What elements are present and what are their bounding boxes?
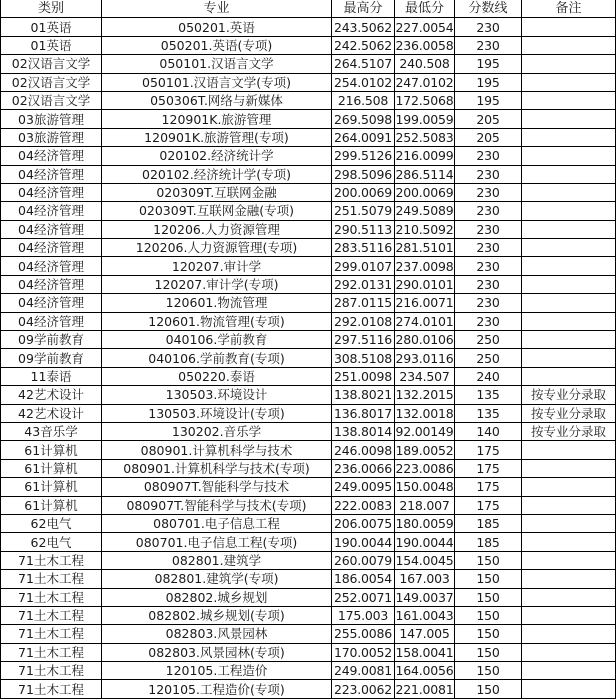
header-remarks: 备注: [522, 0, 616, 18]
cell-major: 020309T.互联网金融(专项): [102, 202, 332, 220]
cell-category: 02汉语言文学: [1, 91, 102, 109]
table-row: [1, 239, 616, 257]
cell-min-score: 223.0086: [395, 460, 454, 476]
table-row: [1, 73, 616, 91]
table-row: [1, 625, 616, 643]
cell-remarks: 按专业分录取: [522, 404, 616, 422]
cell-major: 130503.环境设计(专项): [102, 404, 332, 422]
cell-max-score: 246.0098: [332, 441, 395, 459]
cell-max-score: 138.8014: [332, 422, 395, 440]
cell-remarks: [522, 478, 616, 496]
cell-min-score: 147.005: [395, 625, 455, 643]
table-row: [1, 36, 616, 54]
cell-major: 080901.计算机科学与技术(专项): [102, 459, 332, 477]
cell-min-score: 274.0101: [395, 313, 454, 329]
cell-cutoff: 230: [455, 202, 522, 220]
cell-cutoff: 250: [455, 349, 522, 367]
cell-cutoff: 150: [455, 680, 522, 698]
cell-max-score: 264.5107: [332, 55, 395, 73]
cell-major: 050201.英语(专项): [102, 36, 332, 54]
cell-min-score: 252.5083: [395, 129, 454, 145]
cell-cutoff: 150: [455, 643, 522, 661]
table-body: [1, 18, 616, 698]
cell-remarks: [522, 165, 616, 183]
cell-cutoff: 230: [455, 165, 522, 183]
cell-min-score: 189.0052: [395, 442, 454, 458]
cell-category: 62电气: [1, 533, 102, 551]
cell-max-score: 254.0102: [332, 73, 395, 91]
cell-cutoff: 205: [455, 128, 522, 146]
cell-remarks: [522, 514, 616, 532]
cell-category: 03旅游管理: [1, 110, 102, 128]
table-row: [1, 386, 616, 404]
cell-max-score: 292.0131: [332, 275, 395, 293]
cell-major: 082802.城乡规划: [102, 588, 332, 606]
cell-category: 62电气: [1, 514, 102, 532]
cell-max-score: 252.0071: [332, 588, 395, 606]
cell-min-score: 149.0037: [395, 589, 454, 605]
cell-cutoff: 250: [455, 331, 522, 349]
cell-major: 120207.审计学(专项): [102, 275, 332, 293]
cell-min-score: 132.0018: [395, 405, 454, 421]
cell-remarks: [522, 275, 616, 293]
table-header: [1, 0, 616, 18]
cell-category: 04经济管理: [1, 202, 102, 220]
table-row: [1, 275, 616, 293]
table-row: [1, 91, 616, 109]
cell-category: 71土木工程: [1, 625, 102, 643]
cell-max-score: 175.003: [332, 606, 395, 624]
table-row: [1, 110, 616, 128]
cell-max-score: 242.5062: [332, 36, 395, 54]
cell-max-score: 249.0095: [332, 478, 395, 496]
cell-category: 04经济管理: [1, 183, 102, 201]
cell-remarks: [522, 55, 616, 73]
cell-min-score: 92.00149: [395, 424, 454, 440]
cell-cutoff: 195: [455, 55, 522, 73]
cell-major: 120901K.旅游管理: [102, 110, 332, 128]
table-row: [1, 257, 616, 275]
header-major: 专业: [102, 0, 332, 18]
cell-min-score: 199.0059: [395, 111, 454, 127]
table-row: [1, 514, 616, 532]
cell-cutoff: 230: [455, 36, 522, 54]
cell-remarks: [522, 73, 616, 91]
cell-major: 040106.学前教育(专项): [102, 349, 332, 367]
cell-max-score: 255.0086: [332, 625, 395, 643]
cell-max-score: 269.5098: [332, 110, 395, 128]
table-row: [1, 165, 616, 183]
cell-category: 04经济管理: [1, 312, 102, 330]
cell-category: 04经济管理: [1, 294, 102, 312]
cell-remarks: [522, 18, 616, 36]
cell-cutoff: 230: [455, 275, 522, 293]
cell-max-score: 287.0115: [332, 294, 395, 312]
cell-max-score: 251.0098: [332, 367, 395, 385]
cell-major: 082801.建筑学(专项): [102, 570, 332, 588]
cell-major: 080701.电子信息工程(专项): [102, 533, 332, 551]
cell-major: 120207.审计学: [102, 257, 332, 275]
cell-category: 04经济管理: [1, 239, 102, 257]
cell-max-score: 308.5108: [332, 349, 395, 367]
table-row: [1, 128, 616, 146]
cell-min-score: 227.0054: [395, 19, 454, 35]
cell-min-score: 293.0116: [395, 350, 454, 366]
cell-remarks: [522, 551, 616, 569]
cell-max-score: 243.5062: [332, 18, 395, 36]
cell-major: 120105.工程造价: [102, 662, 332, 680]
cell-cutoff: 230: [455, 257, 522, 275]
cell-category: 04经济管理: [1, 220, 102, 238]
cell-min-score: 221.0081: [395, 681, 454, 697]
cell-remarks: [522, 680, 616, 698]
cell-max-score: 251.5079: [332, 202, 395, 220]
table-row: [1, 533, 616, 551]
table-row: [1, 18, 616, 36]
table-row: [1, 422, 616, 440]
table-row: [1, 570, 616, 588]
table-row: [1, 680, 616, 698]
cell-max-score: 290.5113: [332, 220, 395, 238]
cell-min-score: 161.0043: [395, 608, 454, 624]
cell-major: 020102.经济统计学(专项): [102, 165, 332, 183]
cell-major: 050201.英语: [102, 18, 332, 36]
cell-max-score: 186.0054: [332, 570, 395, 588]
cell-max-score: 292.0108: [332, 312, 395, 330]
cell-major: 120206.人力资源管理(专项): [102, 239, 332, 257]
cell-remarks: [522, 110, 616, 128]
cell-max-score: 170.0052: [332, 643, 395, 661]
cell-category: 71土木工程: [1, 570, 102, 588]
cell-cutoff: 150: [455, 625, 522, 643]
cell-min-score: 200.0069: [395, 185, 454, 201]
cell-category: 71土木工程: [1, 643, 102, 661]
cell-major: 050220.泰语: [102, 367, 332, 385]
cell-major: 050101.汉语言文学: [102, 55, 332, 73]
table-row: [1, 147, 616, 165]
cell-remarks: [522, 588, 616, 606]
cell-max-score: 223.0062: [332, 680, 395, 698]
cell-major: 082803.风景园林(专项): [102, 643, 332, 661]
cell-cutoff: 150: [455, 606, 522, 624]
cell-min-score: 216.0071: [395, 295, 454, 311]
cell-min-score: 158.0041: [395, 644, 454, 660]
cell-max-score: 216.508: [332, 91, 395, 109]
cell-major: 120901K.旅游管理(专项): [102, 128, 332, 146]
cell-min-score: 154.0045: [395, 552, 454, 568]
cell-min-score: 286.5114: [395, 166, 454, 182]
header-min-score: 最低分: [395, 0, 455, 18]
cell-category: 71土木工程: [1, 551, 102, 569]
cell-min-score: 218.007: [395, 496, 455, 514]
table-row: [1, 588, 616, 606]
cell-remarks: [522, 459, 616, 477]
cell-cutoff: 185: [455, 514, 522, 532]
cell-category: 09学前教育: [1, 349, 102, 367]
cell-min-score: 132.2015: [395, 387, 454, 403]
cell-min-score: 280.0106: [395, 332, 454, 348]
cell-remarks: [522, 349, 616, 367]
cell-remarks: [522, 643, 616, 661]
cell-major: 082803.风景园林: [102, 625, 332, 643]
cell-min-score: 150.0048: [395, 479, 454, 495]
cell-cutoff: 230: [455, 183, 522, 201]
cell-remarks: [522, 662, 616, 680]
table-row: [1, 55, 616, 73]
cell-cutoff: 195: [455, 91, 522, 109]
cell-cutoff: 230: [455, 312, 522, 330]
table-row: [1, 404, 616, 422]
cell-major: 020309T.互联网金融: [102, 183, 332, 201]
cell-remarks: [522, 183, 616, 201]
cell-min-score: 164.0056: [395, 663, 454, 679]
cell-cutoff: 140: [455, 422, 522, 440]
cell-major: 040106.学前教育: [102, 331, 332, 349]
cell-max-score: 138.8021: [332, 386, 395, 404]
cell-cutoff: 230: [455, 294, 522, 312]
cell-major: 050306T.网络与新媒体: [102, 91, 332, 109]
cell-remarks: [522, 257, 616, 275]
cell-cutoff: 175: [455, 441, 522, 459]
cell-cutoff: 230: [455, 239, 522, 257]
table-row: [1, 349, 616, 367]
cell-max-score: 200.0069: [332, 183, 395, 201]
cell-remarks: [522, 441, 616, 459]
cell-major: 050101.汉语言文学(专项): [102, 73, 332, 91]
cell-cutoff: 150: [455, 588, 522, 606]
cell-category: 11泰语: [1, 367, 102, 385]
cell-category: 71土木工程: [1, 662, 102, 680]
cell-major: 082801.建筑学: [102, 551, 332, 569]
header-cutoff: 分数线: [455, 0, 522, 18]
cell-category: 71土木工程: [1, 680, 102, 698]
cell-max-score: 260.0079: [332, 551, 395, 569]
cell-max-score: 236.0066: [332, 459, 395, 477]
cell-max-score: 249.0081: [332, 662, 395, 680]
cell-remarks: [522, 331, 616, 349]
cell-major: 080701.电子信息工程: [102, 514, 332, 532]
cell-max-score: 297.5116: [332, 331, 395, 349]
cell-min-score: 210.5092: [395, 221, 454, 237]
cell-category: 71土木工程: [1, 588, 102, 606]
table-row: [1, 294, 616, 312]
cell-cutoff: 150: [455, 662, 522, 680]
cell-category: 01英语: [1, 36, 102, 54]
table-row: [1, 459, 616, 477]
cell-category: 01英语: [1, 18, 102, 36]
cell-max-score: 206.0075: [332, 514, 395, 532]
cell-major: 120601.物流管理: [102, 294, 332, 312]
cell-major: 120105.工程造价(专项): [102, 680, 332, 698]
cell-max-score: 136.8017: [332, 404, 395, 422]
cell-cutoff: 230: [455, 147, 522, 165]
header-max-score: 最高分: [332, 0, 395, 18]
cell-category: 02汉语言文学: [1, 73, 102, 91]
cell-cutoff: 230: [455, 220, 522, 238]
cell-category: 61计算机: [1, 496, 102, 514]
cell-min-score: 190.0044: [395, 534, 454, 550]
cell-min-score: 281.5101: [395, 240, 454, 256]
cell-category: 04经济管理: [1, 147, 102, 165]
cell-cutoff: 230: [455, 18, 522, 36]
cell-category: 71土木工程: [1, 606, 102, 624]
cell-major: 020102.经济统计学: [102, 147, 332, 165]
cell-category: 61计算机: [1, 459, 102, 477]
table-row: [1, 202, 616, 220]
cell-major: 120601.物流管理(专项): [102, 312, 332, 330]
cell-remarks: 按专业分录取: [522, 422, 616, 440]
cell-cutoff: 135: [455, 404, 522, 422]
cell-min-score: 247.0102: [395, 74, 454, 90]
cell-major: 082802.城乡规划(专项): [102, 606, 332, 624]
cell-major: 080907T.智能科学与技术(专项): [102, 496, 332, 514]
table-row: [1, 331, 616, 349]
cell-remarks: [522, 533, 616, 551]
cell-major: 130503.环境设计: [102, 386, 332, 404]
cell-category: 42艺术设计: [1, 386, 102, 404]
cell-cutoff: 150: [455, 570, 522, 588]
cell-remarks: [522, 202, 616, 220]
cell-category: 61计算机: [1, 441, 102, 459]
cell-category: 03旅游管理: [1, 128, 102, 146]
cell-category: 09学前教育: [1, 331, 102, 349]
header-row: [1, 0, 616, 18]
cell-max-score: 299.5126: [332, 147, 395, 165]
table-row: [1, 662, 616, 680]
cell-max-score: 283.5116: [332, 239, 395, 257]
table-row: [1, 478, 616, 496]
cell-cutoff: 205: [455, 110, 522, 128]
cell-remarks: [522, 367, 616, 385]
cell-min-score: 240.508: [395, 55, 455, 73]
cell-remarks: [522, 294, 616, 312]
cell-max-score: 264.0091: [332, 128, 395, 146]
cell-cutoff: 135: [455, 386, 522, 404]
cell-max-score: 298.5096: [332, 165, 395, 183]
table-row: [1, 312, 616, 330]
cell-min-score: 234.507: [395, 367, 455, 385]
cell-remarks: [522, 36, 616, 54]
table-row: [1, 496, 616, 514]
cell-major: 120206.人力资源管理: [102, 220, 332, 238]
cell-min-score: 290.0101: [395, 277, 454, 293]
table-row: [1, 551, 616, 569]
cell-cutoff: 240: [455, 367, 522, 385]
cell-cutoff: 175: [455, 459, 522, 477]
cell-remarks: [522, 91, 616, 109]
cell-remarks: 按专业分录取: [522, 386, 616, 404]
table-row: [1, 441, 616, 459]
cell-cutoff: 175: [455, 478, 522, 496]
cell-category: 02汉语言文学: [1, 55, 102, 73]
table-row: [1, 643, 616, 661]
cell-category: 61计算机: [1, 478, 102, 496]
cell-major: 080907T.智能科学与技术: [102, 478, 332, 496]
header-category: 类别: [1, 0, 102, 18]
cell-remarks: [522, 606, 616, 624]
cell-cutoff: 185: [455, 533, 522, 551]
cell-min-score: 172.5068: [395, 93, 454, 109]
cell-min-score: 167.003: [395, 570, 455, 588]
table-row: [1, 183, 616, 201]
cell-min-score: 236.0058: [395, 37, 454, 53]
cell-cutoff: 195: [455, 73, 522, 91]
table-row: [1, 367, 616, 385]
cell-category: 04经济管理: [1, 165, 102, 183]
cell-remarks: [522, 220, 616, 238]
cell-remarks: [522, 625, 616, 643]
cell-max-score: 222.0083: [332, 496, 395, 514]
cell-remarks: [522, 496, 616, 514]
cell-cutoff: 150: [455, 551, 522, 569]
cell-min-score: 237.0098: [395, 258, 454, 274]
table-row: [1, 606, 616, 624]
cell-category: 04经济管理: [1, 275, 102, 293]
cell-remarks: [522, 147, 616, 165]
cell-remarks: [522, 312, 616, 330]
cell-remarks: [522, 570, 616, 588]
cell-remarks: [522, 128, 616, 146]
cell-category: 42艺术设计: [1, 404, 102, 422]
cell-max-score: 299.0107: [332, 257, 395, 275]
cell-max-score: 190.0044: [332, 533, 395, 551]
cell-major: 130202.音乐学: [102, 422, 332, 440]
cell-cutoff: 175: [455, 496, 522, 514]
cell-min-score: 180.0059: [395, 516, 454, 532]
table-row: [1, 220, 616, 238]
cell-major: 080901.计算机科学与技术: [102, 441, 332, 459]
cell-remarks: [522, 239, 616, 257]
cell-min-score: 249.5089: [395, 203, 454, 219]
cell-min-score: 216.0099: [395, 148, 454, 164]
cell-category: 43音乐学: [1, 422, 102, 440]
cell-category: 04经济管理: [1, 257, 102, 275]
